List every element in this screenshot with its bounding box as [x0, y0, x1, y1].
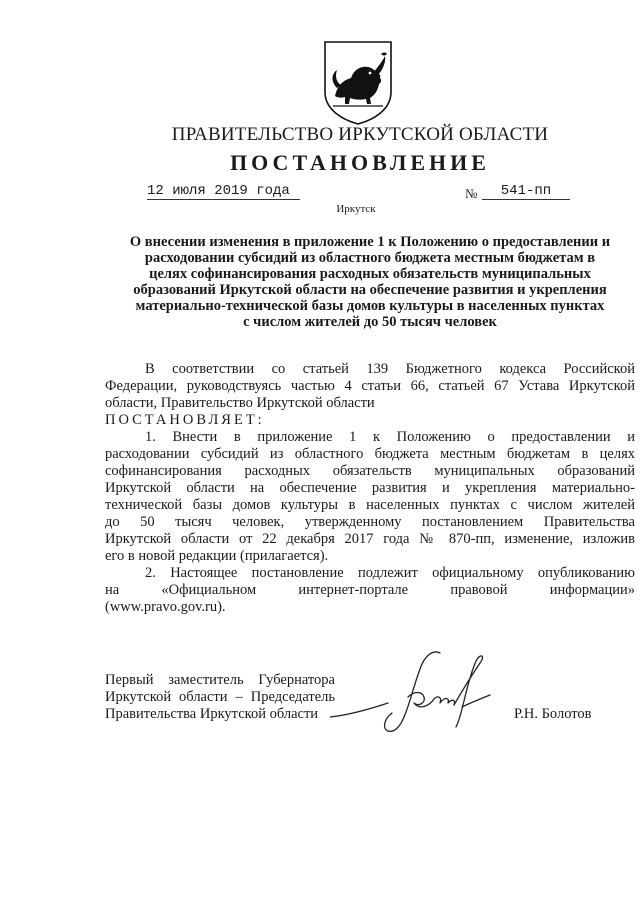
subject-line: материально-технической базы домов культуры в населенных пунктах — [135, 298, 605, 314]
signatory-position-line: Правительства Иркутской области — [105, 706, 319, 722]
item2-line: 2. Настоящее постановление подлежит официальному опубликованию — [145, 565, 635, 581]
item1-line: технической базы домов культуры в населенных пунктах с числом жителей — [105, 497, 635, 513]
item1-line: Иркутской области на обеспечение развития и укрепления материально- — [105, 480, 635, 496]
subject-line: О внесении изменения в приложение 1 к Положению о предоставлении и — [129, 234, 611, 250]
document-body — [105, 361, 635, 616]
resolves-heading: ПОСТАНОВЛЯЕТ: — [105, 412, 265, 428]
item1-line: 1. Внести в приложение 1 к Положению о предоставлении и — [145, 429, 635, 445]
signatory-position-line: Иркутской области – Председатель — [105, 689, 335, 705]
signatory-position — [105, 672, 335, 723]
document-number: 541-пп — [482, 183, 570, 200]
issue-city: Иркутск — [336, 203, 376, 215]
subject-line: образований Иркутской области на обеспечение развития и укрепления — [133, 282, 607, 298]
item1-line: софинансирования расходных обязательств муниципальных образований — [105, 463, 635, 479]
subject-line: расходовании субсидий из областного бюджета местным бюджетам в — [144, 250, 596, 266]
subject-line: целях софинансирования расходных обязательств муниципальных — [149, 266, 591, 282]
item1-line: расходовании субсидий из областного бюджета местным бюджетам в целях — [105, 446, 635, 462]
item1-line: его в новой редакции (прилагается). — [105, 548, 329, 564]
number-sign: № — [465, 186, 478, 201]
item1-line: Иркутской области от 22 декабря 2017 года № 870-пп, изменение, изложив — [105, 531, 635, 547]
item1-line: до 50 тысяч человек, утвержденному постановлением Правительства — [105, 514, 635, 530]
preamble-line: В соответствии со статьей 139 Бюджетного кодекса Российской — [145, 361, 635, 377]
coat-of-arms-emblem — [323, 40, 393, 126]
item2-line: на «Официальном интернет-портале правовой информации» — [105, 582, 635, 598]
document-subject — [105, 234, 635, 330]
handwritten-signature — [330, 645, 505, 740]
preamble-line: Федерации, руководствуясь частью 4 статьи 66, статьей 67 Устава Иркутской — [105, 378, 635, 394]
item2-line: (www.pravo.gov.ru). — [105, 599, 226, 615]
subject-line: с числом жителей до 50 тысяч человек — [243, 314, 497, 330]
document-type-heading: ПОСТАНОВЛЕНИЕ — [230, 150, 490, 175]
document-date: 12 июля 2019 года — [147, 183, 300, 200]
signatory-name: Р.Н. Болотов — [514, 706, 592, 722]
preamble-line: области, Правительство Иркутской области — [105, 395, 375, 411]
government-title: ПРАВИТЕЛЬСТВО ИРКУТСКОЙ ОБЛАСТИ — [171, 124, 549, 145]
signatory-position-line: Первый заместитель Губернатора — [105, 672, 335, 688]
